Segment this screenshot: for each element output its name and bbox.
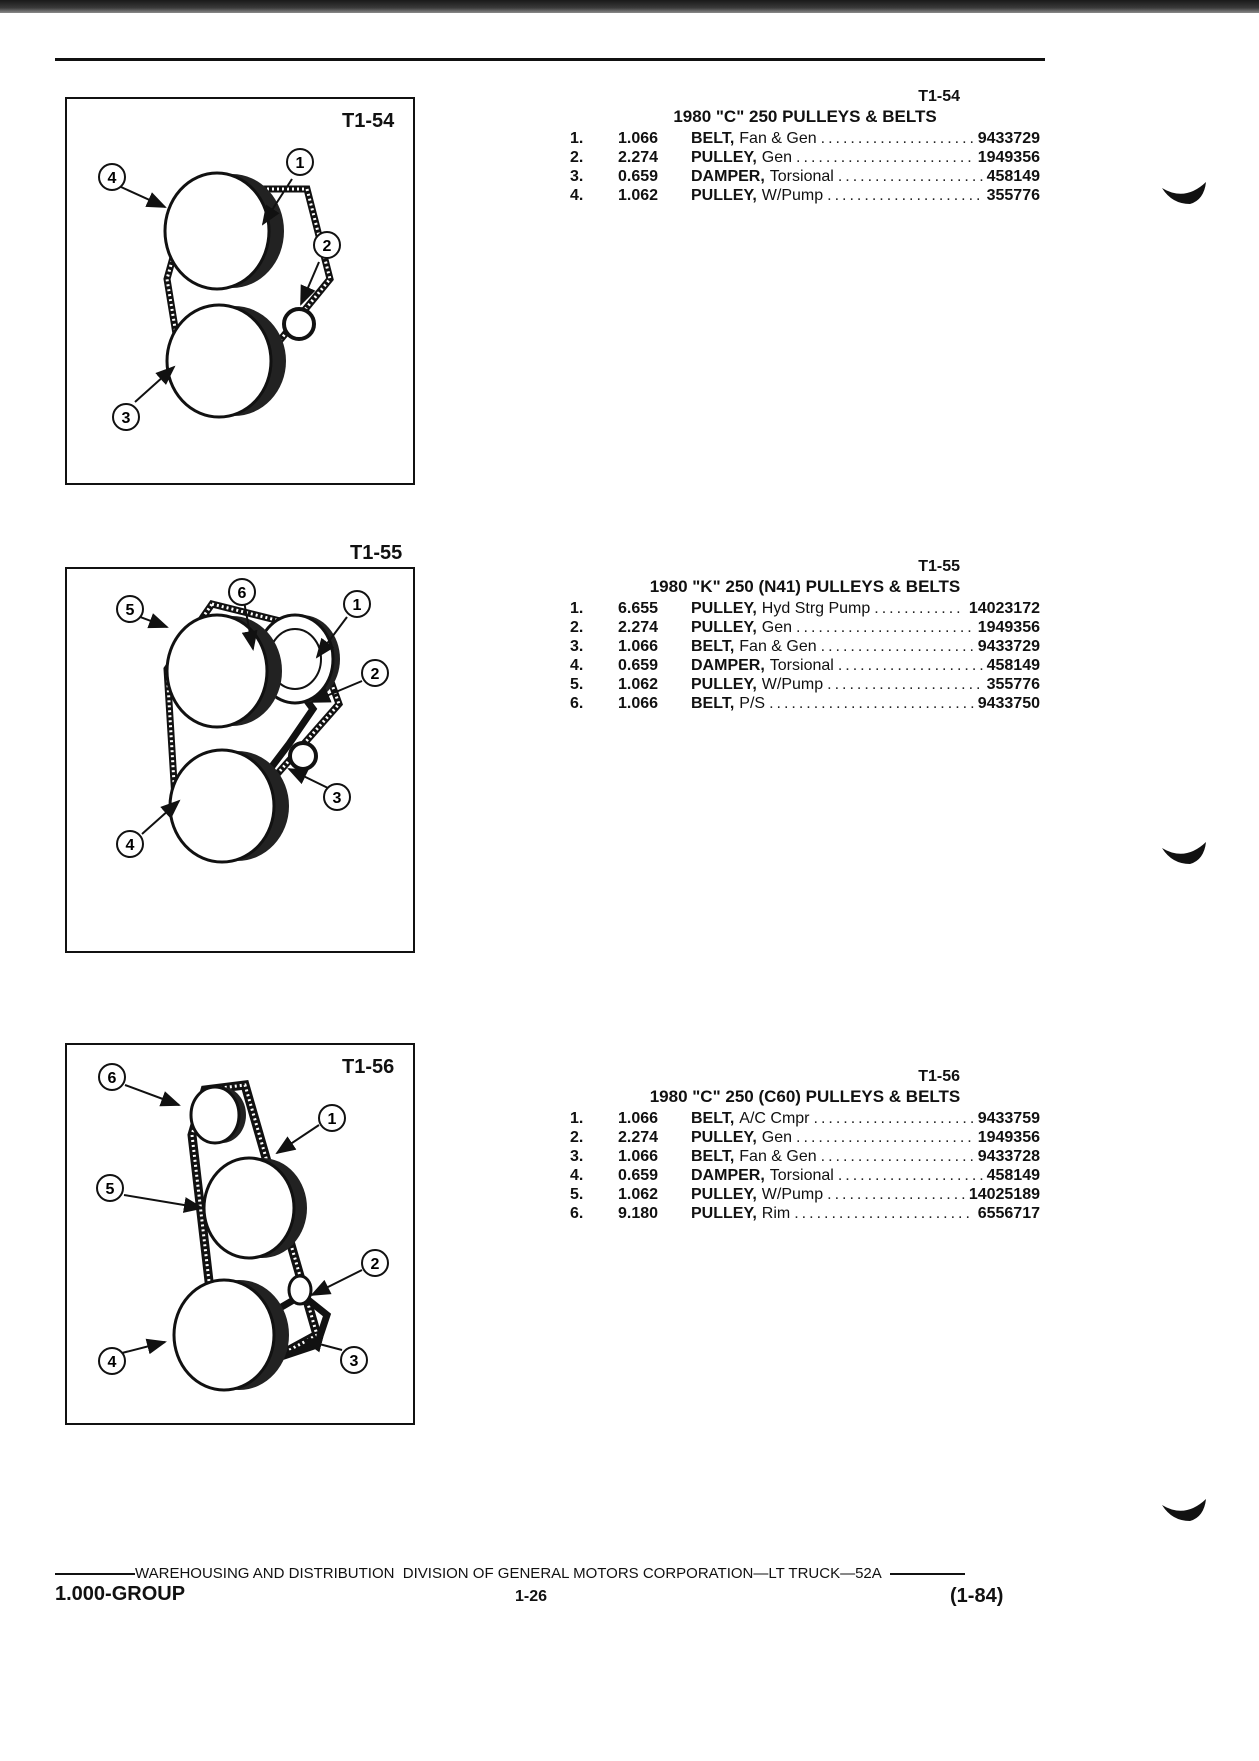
item-detail: Hyd Strg Pump (761, 600, 871, 617)
item-quantity: 0.659 (618, 168, 659, 185)
item-quantity: 0.659 (618, 1167, 659, 1184)
item-detail: A/C Cmpr (739, 1110, 810, 1127)
item-name: BELT, (691, 1148, 735, 1165)
leader-dots (796, 619, 974, 637)
binder-hole-mark (1160, 180, 1210, 206)
leader-dots (838, 1167, 983, 1185)
item-number: 6. (570, 695, 584, 712)
callout-2 (362, 1250, 388, 1276)
callout-4 (117, 831, 143, 857)
leader-dots (814, 1110, 974, 1128)
list-item (570, 149, 1040, 168)
parts-list (570, 600, 1040, 714)
svg-text:6: 6 (107, 1070, 117, 1087)
callout-4 (99, 164, 125, 190)
part-number: 458149 (986, 1167, 1040, 1184)
parts-list (570, 1110, 1040, 1224)
part-number: 9433759 (977, 1110, 1040, 1127)
callout-6 (229, 579, 255, 605)
item-number: 1. (570, 130, 584, 147)
svg-text:6: 6 (237, 585, 247, 602)
section-code: T1-54 (918, 88, 960, 105)
figure-t1-56 (65, 1043, 415, 1425)
svg-text:3: 3 (121, 410, 131, 427)
part-number: 9433729 (977, 638, 1040, 655)
item-quantity: 6.655 (618, 600, 659, 617)
item-quantity: 1.062 (618, 676, 659, 693)
item-number: 3. (570, 638, 584, 655)
part-number: 458149 (986, 657, 1040, 674)
item-name: PULLEY, (691, 1205, 757, 1222)
item-quantity: 0.659 (618, 657, 659, 674)
callout-3 (324, 784, 350, 810)
item-detail: W/Pump (761, 676, 824, 693)
leader-dots (838, 168, 983, 186)
item-number: 6. (570, 1205, 584, 1222)
svg-text:4: 4 (125, 837, 135, 854)
list-item (570, 1186, 1040, 1205)
list-item (570, 168, 1040, 187)
list-item (570, 1205, 1040, 1224)
callout-6 (99, 1064, 125, 1090)
item-number: 5. (570, 1186, 584, 1203)
item-number: 1. (570, 1110, 584, 1127)
footer-date: (1-84) (950, 1585, 1004, 1607)
footer-group: 1.000-GROUP (55, 1583, 186, 1605)
item-detail: Torsional (769, 1167, 834, 1184)
item-name: PULLEY, (691, 676, 757, 693)
svg-text:4: 4 (107, 170, 117, 187)
callout-3 (113, 404, 139, 430)
binder-hole-mark (1160, 1497, 1210, 1523)
list-item (570, 187, 1040, 206)
item-detail: Gen (761, 149, 793, 166)
figure-label: T1-55 (350, 542, 403, 564)
svg-text:1: 1 (352, 597, 362, 614)
item-quantity: 1.066 (618, 638, 659, 655)
section-title: 1980 "C" 250 PULLEYS & BELTS (673, 107, 937, 126)
leader-dots (796, 1129, 974, 1147)
figure-t1-54 (65, 97, 415, 485)
part-number: 9433729 (977, 130, 1040, 147)
svg-text:2: 2 (370, 666, 380, 683)
parts-list (570, 130, 1040, 206)
footer-rule (890, 1573, 965, 1575)
list-item (570, 657, 1040, 676)
list-item (570, 1167, 1040, 1186)
section-title: 1980 "C" 250 (C60) PULLEYS & BELTS (649, 1087, 961, 1106)
item-name: BELT, (691, 1110, 735, 1127)
list-item (570, 130, 1040, 149)
item-quantity: 1.062 (618, 1186, 659, 1203)
item-quantity: 1.066 (618, 1110, 659, 1127)
item-detail: P/S (739, 695, 766, 712)
item-quantity: 9.180 (618, 1205, 659, 1222)
item-name: PULLEY, (691, 1186, 757, 1203)
list-item (570, 619, 1040, 638)
header-rule (55, 58, 1045, 61)
part-number: 6556717 (977, 1205, 1040, 1222)
item-name: PULLEY, (691, 1129, 757, 1146)
leader-dots (821, 638, 974, 656)
leader-dots (821, 130, 974, 148)
item-detail: Fan & Gen (739, 638, 817, 655)
item-name: PULLEY, (691, 600, 757, 617)
item-number: 4. (570, 657, 584, 674)
scan-top-edge (0, 0, 1259, 13)
svg-text:1: 1 (295, 155, 305, 172)
part-number: 14025189 (968, 1186, 1040, 1203)
part-number: 9433728 (977, 1148, 1040, 1165)
item-name: DAMPER, (691, 168, 765, 185)
item-quantity: 1.066 (618, 130, 659, 147)
svg-text:2: 2 (322, 238, 332, 255)
leader-dots (838, 657, 983, 675)
part-number: 355776 (986, 676, 1040, 693)
item-number: 1. (570, 600, 584, 617)
figure-label: T1-56 (342, 1056, 395, 1078)
pulley-diagram (67, 1045, 413, 1423)
figure-t1-55 (65, 567, 415, 953)
svg-text:5: 5 (105, 1181, 115, 1198)
list-item (570, 638, 1040, 657)
leader-dots (827, 187, 982, 205)
callout-3 (341, 1347, 367, 1373)
leader-dots (769, 695, 974, 713)
item-quantity: 1.066 (618, 695, 659, 712)
item-quantity: 2.274 (618, 619, 659, 636)
item-number: 3. (570, 168, 584, 185)
leader-dots (827, 1186, 965, 1204)
svg-text:4: 4 (107, 1354, 117, 1371)
part-number: 355776 (986, 187, 1040, 204)
part-number: 1949356 (977, 619, 1040, 636)
item-name: BELT, (691, 638, 735, 655)
item-name: DAMPER, (691, 657, 765, 674)
leader-dots (796, 149, 974, 167)
section-code: T1-56 (918, 1068, 960, 1085)
item-quantity: 1.066 (618, 1148, 659, 1165)
footer-division-line (55, 1565, 1035, 1582)
item-name: PULLEY, (691, 149, 757, 166)
item-quantity: 2.274 (618, 1129, 659, 1146)
footer-rule (55, 1573, 135, 1575)
item-name: PULLEY, (691, 619, 757, 636)
part-number: 1949356 (977, 149, 1040, 166)
callout-5 (117, 596, 143, 622)
item-name: BELT, (691, 130, 735, 147)
list-item (570, 1129, 1040, 1148)
item-detail: Rim (761, 1205, 791, 1222)
callout-4 (99, 1348, 125, 1374)
binder-hole-mark (1160, 840, 1210, 866)
item-number: 2. (570, 619, 584, 636)
item-number: 3. (570, 1148, 584, 1165)
item-number: 2. (570, 1129, 584, 1146)
list-item (570, 695, 1040, 714)
svg-text:2: 2 (370, 1256, 380, 1273)
item-detail: Torsional (769, 657, 834, 674)
part-number: 14023172 (968, 600, 1040, 617)
item-detail: Gen (761, 619, 793, 636)
item-detail: Torsional (769, 168, 834, 185)
item-number: 4. (570, 187, 584, 204)
parts-section-t1-55 (570, 558, 1040, 714)
leader-dots (794, 1205, 973, 1223)
pulley-diagram (67, 569, 413, 951)
pulley-diagram (67, 99, 413, 483)
parts-section-t1-54 (570, 88, 1040, 206)
item-number: 4. (570, 1167, 584, 1184)
section-title: 1980 "K" 250 (N41) PULLEYS & BELTS (649, 577, 961, 596)
item-quantity: 2.274 (618, 149, 659, 166)
section-code: T1-55 (918, 558, 960, 575)
callout-1 (319, 1105, 345, 1131)
svg-text:5: 5 (125, 602, 135, 619)
page-number: 1-26 (515, 1588, 548, 1605)
item-detail: Fan & Gen (739, 1148, 817, 1165)
item-number: 5. (570, 676, 584, 693)
item-detail: W/Pump (761, 187, 824, 204)
leader-dots (821, 1148, 974, 1166)
callout-1 (344, 591, 370, 617)
part-number: 1949356 (977, 1129, 1040, 1146)
part-number: 458149 (986, 168, 1040, 185)
svg-text:1: 1 (327, 1111, 337, 1128)
item-quantity: 1.062 (618, 187, 659, 204)
item-name: PULLEY, (691, 187, 757, 204)
list-item (570, 600, 1040, 619)
parts-section-t1-56 (570, 1068, 1040, 1224)
figure-label: T1-54 (342, 110, 395, 132)
part-number: 9433750 (977, 695, 1040, 712)
item-detail: Gen (761, 1129, 793, 1146)
svg-text:3: 3 (349, 1353, 359, 1370)
list-item (570, 1110, 1040, 1129)
item-detail: W/Pump (761, 1186, 824, 1203)
footer-division-text: WAREHOUSING AND DISTRIBUTION DIVISION OF GENERAL MOTORS CORPORATION—LT TRUCK—52A (135, 1565, 882, 1582)
item-name: BELT, (691, 695, 735, 712)
callout-2 (362, 660, 388, 686)
list-item (570, 676, 1040, 695)
callout-1 (287, 149, 313, 175)
item-name: DAMPER, (691, 1167, 765, 1184)
callout-2 (314, 232, 340, 258)
leader-dots (874, 600, 965, 618)
callout-5 (97, 1175, 123, 1201)
list-item (570, 1148, 1040, 1167)
item-number: 2. (570, 149, 584, 166)
leader-dots (827, 676, 982, 694)
svg-text:3: 3 (332, 790, 342, 807)
item-detail: Fan & Gen (739, 130, 817, 147)
